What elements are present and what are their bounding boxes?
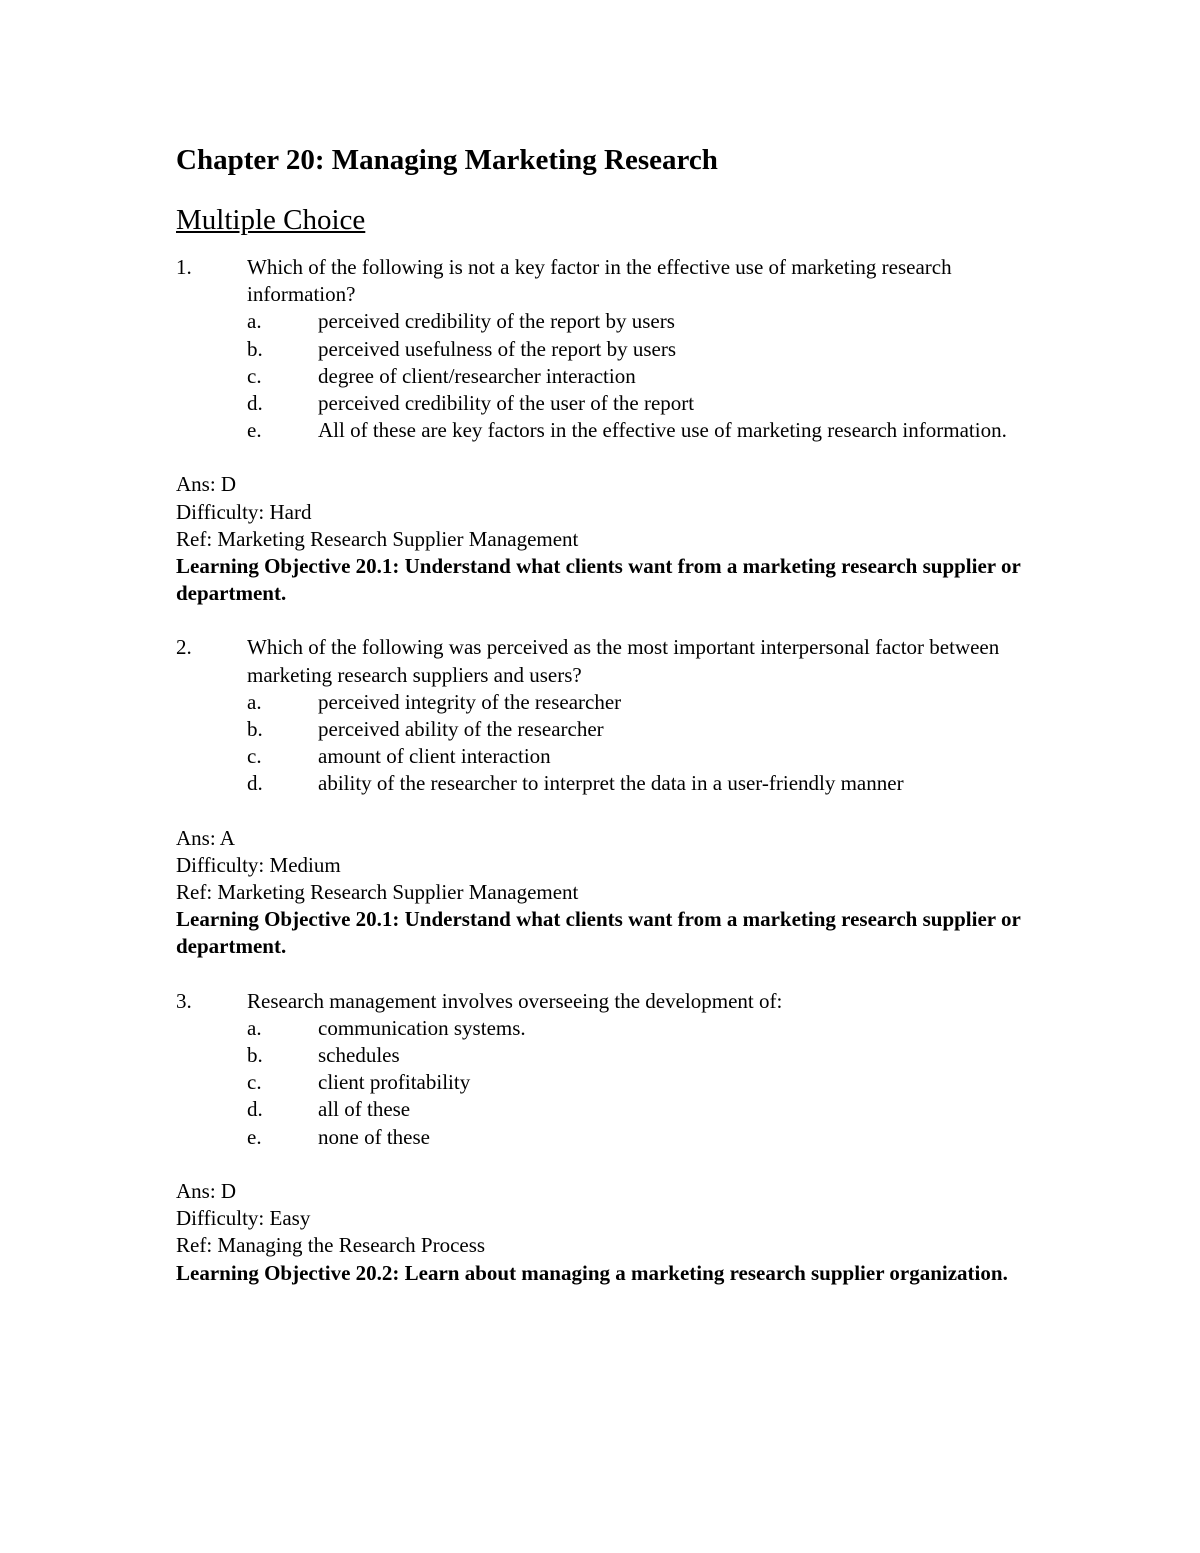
question-text: Which of the following is not a key factor in the effective use of marketing research information?	[247, 255, 952, 307]
question-3	[176, 988, 1026, 1151]
choice-letter: a.	[247, 1015, 262, 1040]
choice-text: perceived usefulness of the report by users	[318, 336, 677, 361]
question-text: Research management involves overseeing the development of:	[247, 988, 783, 1013]
choice-b	[247, 1042, 1026, 1069]
choice-d	[247, 1096, 1026, 1123]
choice-text: none of these	[318, 1124, 430, 1149]
choice-text: perceived ability of the researcher	[318, 717, 604, 742]
answer-block-1	[176, 471, 1026, 607]
difficulty: Difficulty: Easy	[176, 1206, 311, 1231]
answer: Ans: D	[176, 472, 237, 497]
choice-letter: e.	[247, 1124, 262, 1149]
answer: Ans: D	[176, 1178, 237, 1203]
choice-letter: e.	[247, 418, 262, 443]
difficulty: Difficulty: Medium	[176, 852, 341, 877]
choice-d	[247, 390, 1026, 417]
choice-b	[247, 716, 1026, 743]
choice-letter: d.	[247, 771, 263, 796]
choice-text: amount of client interaction	[318, 744, 551, 769]
choice-text: ability of the researcher to interpret the data in a user-friendly manner	[318, 771, 904, 796]
difficulty: Difficulty: Hard	[176, 499, 312, 524]
choice-text: degree of client/researcher interaction	[318, 363, 636, 388]
choice-letter: c.	[247, 1070, 262, 1095]
choice-letter: c.	[247, 744, 262, 769]
reference: Ref: Managing the Research Process	[176, 1233, 486, 1258]
choice-text: All of these are key factors in the effective use of marketing research information.	[318, 418, 1007, 443]
choice-letter: a.	[247, 309, 262, 334]
choice-letter: d.	[247, 391, 263, 416]
choice-e	[247, 1124, 1026, 1151]
choice-letter: c.	[247, 363, 262, 388]
choice-letter: a.	[247, 689, 262, 714]
choice-letter: b.	[247, 1043, 263, 1068]
choice-text: schedules	[318, 1043, 400, 1068]
chapter-title: Chapter 20: Managing Marketing Research	[176, 144, 718, 176]
question-1	[176, 254, 1026, 444]
answer: Ans: A	[176, 825, 235, 850]
choice-a	[247, 308, 1026, 335]
document-page	[176, 140, 1026, 1314]
answer-block-3	[176, 1178, 1026, 1287]
question-number: 1.	[176, 255, 192, 279]
choice-c	[247, 743, 1026, 770]
choice-text: perceived integrity of the researcher	[318, 689, 622, 714]
choice-c	[247, 1069, 1026, 1096]
choice-a	[247, 1015, 1026, 1042]
choice-text: perceived credibility of the user of the report	[318, 391, 695, 416]
reference: Ref: Marketing Research Supplier Management	[176, 880, 579, 905]
learning-objective: Learning Objective 20.1: Understand what clients want from a marketing research supplier or department.	[176, 907, 1021, 959]
choice-letter: b.	[247, 717, 263, 742]
choice-letter: b.	[247, 336, 263, 361]
answer-block-2	[176, 825, 1026, 961]
choice-d	[247, 770, 1026, 797]
choice-c	[247, 363, 1026, 390]
section-heading: Multiple Choice	[176, 204, 366, 236]
choice-a	[247, 689, 1026, 716]
choice-text: client profitability	[318, 1070, 471, 1095]
question-number: 2.	[176, 635, 192, 660]
choice-e	[247, 417, 1026, 444]
choice-text: communication systems.	[318, 1015, 526, 1040]
learning-objective: Learning Objective 20.2: Learn about managing a marketing research supplier organization.	[176, 1260, 1008, 1285]
choice-text: perceived credibility of the report by users	[318, 309, 675, 334]
learning-objective: Learning Objective 20.1: Understand what clients want from a marketing research supplier or department.	[176, 554, 1021, 606]
choice-b	[247, 336, 1026, 363]
choice-text: all of these	[318, 1097, 411, 1122]
question-number: 3.	[176, 988, 192, 1013]
question-2	[176, 634, 1026, 797]
choice-letter: d.	[247, 1097, 263, 1122]
question-text: Which of the following was perceived as the most important interpersonal factor between marketing research suppliers and users?	[247, 635, 1000, 687]
reference: Ref: Marketing Research Supplier Management	[176, 526, 579, 551]
